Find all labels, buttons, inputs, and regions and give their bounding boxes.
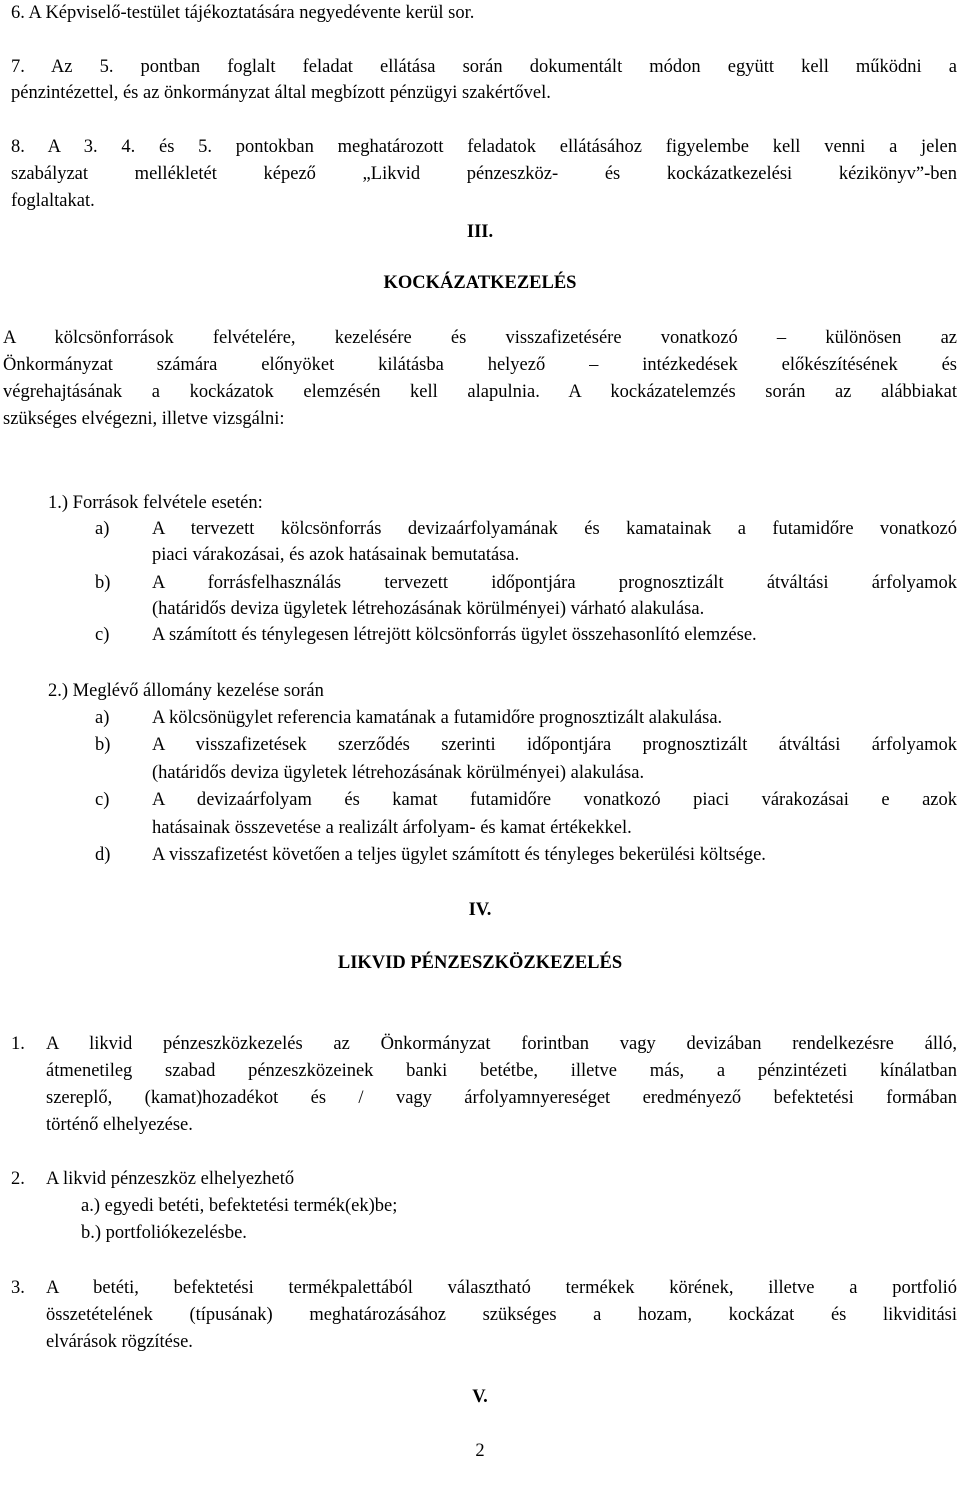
iv-item-1-line-1: A likvid pénzeszközkezelés az Önkormányzat forintban vagy devizában rendelkezésre álló,: [46, 1034, 957, 1054]
group-2-d-line-1: A visszafizetést követően a teljes ügylet számított és tényleges bekerülési költsége.: [152, 845, 766, 865]
group-2-a-line-1: A kölcsönügylet referencia kamatának a futamidőre prognosztizált alakulása.: [152, 708, 723, 728]
iv-item-3-label: 3.: [11, 1278, 25, 1298]
section-iv-title: LIKVID PÉNZESZKÖZKEZELÉS: [337, 953, 623, 973]
group-2-b-line-1: A visszafizetések szerződés szerinti időpontjára prognosztizált átváltási árfolyamok: [152, 735, 957, 755]
item-7-line-2: pénzintézettel, és az önkormányzat által megbízott pénzügyi szakértővel.: [11, 83, 551, 103]
section-iii-intro-line-3: végrehajtásának a kockázatok elemzésén kell alapulnia. A kockázatelemzés során az alábbiakat: [3, 382, 957, 402]
group-1-a-label: a): [95, 519, 110, 539]
iv-item-3-line-2: összetételének (típusának) meghatározásához szükséges a hozam, kockázat és likviditási: [46, 1305, 957, 1325]
group-2-b-label: b): [95, 735, 111, 755]
section-iv-number: IV.: [468, 900, 492, 920]
group-2-d-label: d): [95, 845, 111, 865]
section-iii-intro-line-4: szükséges elvégezni, illetve vizsgálni:: [3, 409, 285, 429]
section-iii-number: III.: [466, 222, 494, 242]
group-1-a-line-2: piaci várakozásai, és azok hatásainak bemutatása.: [152, 545, 520, 565]
iv-item-2-line-1: A likvid pénzeszköz elhelyezhető: [46, 1169, 295, 1189]
iv-item-1-line-2: átmenetileg szabad pénzeszközeinek banki betétbe, illetve más, a pénzintézeti kínálatban: [46, 1061, 957, 1081]
iv-item-1-label: 1.: [11, 1034, 25, 1054]
item-8-line-2: szabályzat mellékletét képező „Likvid pénzeszköz- és kockázatkezelési kézikönyv”-ben: [11, 164, 957, 184]
group-2-c-line-1: A devizaárfolyam és kamat futamidőre vonatkozó piaci várakozásai e azok: [152, 790, 957, 810]
group-1-c-label: c): [95, 625, 110, 645]
iv-item-2-b: b.) portfoliókezelésbe.: [81, 1223, 247, 1243]
section-iii-intro-line-2: Önkormányzat számára előnyöket kilátásba helyező – intézkedések előkészítésének és: [3, 355, 957, 375]
group-2-c-line-2: hatásainak összevetése a realizált árfolyam- és kamat értékekkel.: [152, 818, 632, 838]
item-8-line-1: 8. A 3. 4. és 5. pontokban meghatározott feladatok ellátásához figyelembe kell venni a jelen: [11, 137, 957, 157]
item-8-line-3: foglaltakat.: [11, 191, 95, 211]
group-2-heading: 2.) Meglévő állomány kezelése során: [48, 681, 324, 701]
page-number: 2: [475, 1441, 485, 1461]
iv-item-3-line-1: A betéti, befektetési termékpalettából választható termékek körének, illetve a portfolió: [46, 1278, 957, 1298]
item-6: 6. A Képviselő-testület tájékoztatására negyedévente kerül sor.: [11, 3, 475, 23]
section-iii-intro-line-1: A kölcsönforrások felvételére, kezelésére és visszafizetésére vonatkozó – különösen az: [3, 328, 957, 348]
group-1-c-line-1: A számított és ténylegesen létrejött kölcsönforrás ügylet összehasonlító elemzése.: [152, 625, 757, 645]
iv-item-2-a: a.) egyedi betéti, befektetési termék(ek)be;: [81, 1196, 398, 1216]
item-7-line-1: 7. Az 5. pontban foglalt feladat ellátása során dokumentált módon együtt kell működni a: [11, 57, 957, 77]
section-v-number: V.: [472, 1387, 488, 1407]
iv-item-3-line-3: elvárások rögzítése.: [46, 1332, 193, 1352]
group-2-c-label: c): [95, 790, 110, 810]
group-1-b-line-1: A forrásfelhasználás tervezett időpontjára prognosztizált átváltási árfolyamok: [152, 573, 957, 593]
section-iii-title: KOCKÁZATKEZELÉS: [383, 273, 577, 293]
iv-item-2-label: 2.: [11, 1169, 25, 1189]
group-2-a-label: a): [95, 708, 110, 728]
group-1-a-line-1: A tervezett kölcsönforrás devizaárfolyamának és kamatainak a futamidőre vonatkozó: [152, 519, 957, 539]
group-1-b-label: b): [95, 573, 111, 593]
group-1-b-line-2: (határidős deviza ügyletek létrehozásának körülményei) várható alakulása.: [152, 599, 705, 619]
iv-item-1-line-3: szereplő, (kamat)hozadékot és / vagy árfolyamnyereséget eredményező befektetési formában: [46, 1088, 957, 1108]
iv-item-1-line-4: történő elhelyezése.: [46, 1115, 193, 1135]
group-2-b-line-2: (határidős deviza ügyletek létrehozásának körülményei) alakulása.: [152, 763, 645, 783]
group-1-heading: 1.) Források felvétele esetén:: [48, 493, 263, 513]
